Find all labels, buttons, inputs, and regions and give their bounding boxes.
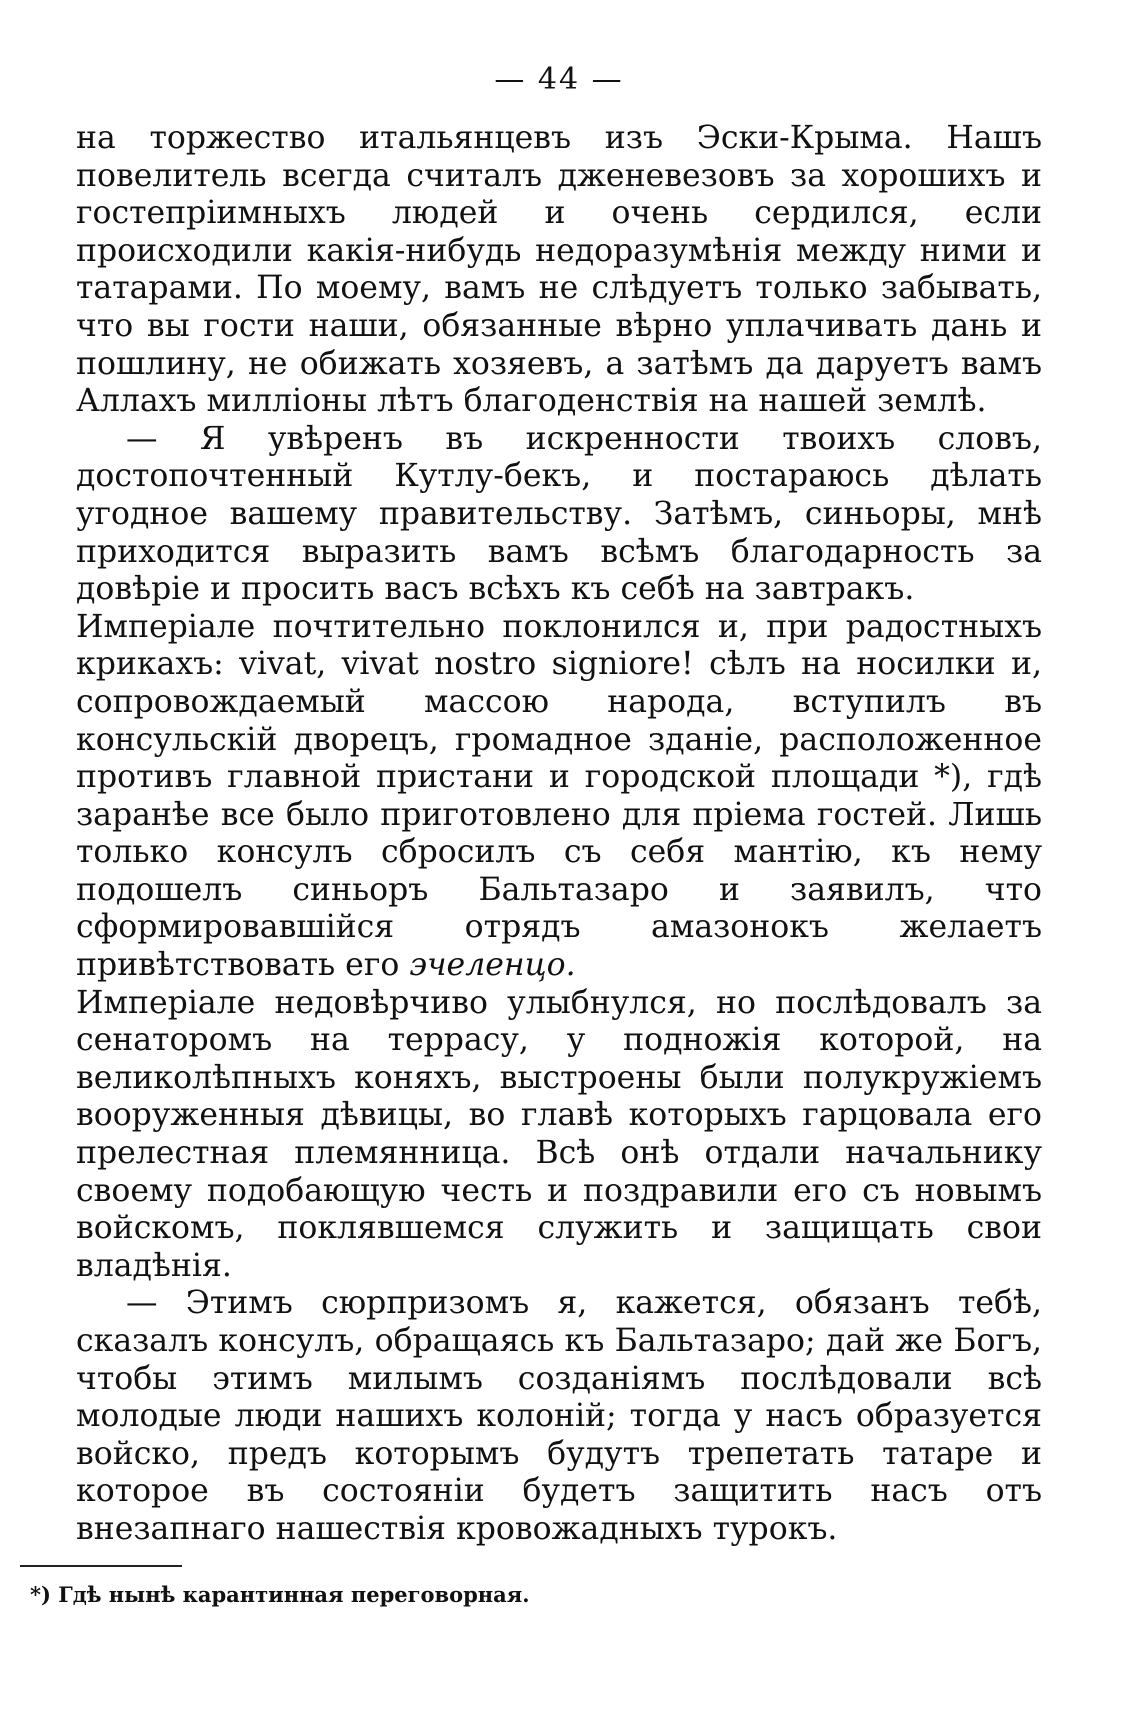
paragraph-3: [76, 609, 1042, 985]
page-number: — 44 —: [494, 62, 624, 97]
footnote: *) Гдѣ нынѣ карантинная переговорная.: [30, 1582, 530, 1607]
paragraph-2: — Я увѣренъ въ искренности твоихъ словъ, достопочтенный Кутлу-бекъ, и постараюсь дѣлать угодное вашему правительству. Затѣмъ, синьоры, мнѣ приходится выразить вамъ всѣмъ благодарность за довѣріе и просить васъ всѣхъ къ себѣ на завтракъ.: [76, 420, 1042, 608]
paragraph-4: Имперіале недовѣрчиво улыбнулся, но послѣдовалъ за сенаторомъ на террасу, у подножія которой, на великолѣпныхъ коняхъ, выстроены были полукружіемъ вооруженныя дѣвицы, во главѣ которыхъ гарцовала его прелестная племянница. Всѣ онѣ отдали начальнику своему подобающую честь и поздравили его съ новымъ войскомъ, поклявшемся служить и защищать свои владѣнія.: [76, 984, 1042, 1284]
paragraph-1: на торжество итальянцевъ изъ Эски-Крыма. Нашъ повелитель всегда считалъ дженевезовъ за хорошихъ и гостепріимныхъ людей и очень сердился, если происходили какія-нибудь недоразумѣнія между ними и татарами. По моему, вамъ не слѣдуетъ только забывать, что вы гости наши, обязанные вѣрно уплачивать дань и пошлину, не обижать хозяевъ, а затѣмъ да даруетъ вамъ Аллахъ милліоны лѣтъ благоденствія на нашей землѣ.: [76, 120, 1042, 420]
paragraph-5: — Этимъ сюрпризомъ я, кажется, обязанъ тебѣ, сказалъ консулъ, обращаясь къ Бальтазаро; дай же Богъ, чтобы этимъ милымъ созданіямъ послѣдовали всѣ молодые люди нашихъ колоній; тогда у насъ образуется войско, предъ которымъ будутъ трепетать татаре и которое въ состояніи будетъ защитить насъ отъ внезапнаго нашествія кровожадныхъ турокъ.: [76, 1285, 1042, 1547]
body-text: [76, 120, 1042, 1549]
footnote-rule: [20, 1565, 182, 1567]
book-page: [76, 60, 1042, 1549]
italic-address: эчеленцо.: [409, 947, 576, 984]
paragraph-3-text: Имперіале почтительно поклонился и, при радостныхъ крикахъ: vivat, vivat nostro signiore! сѣлъ на носилки и, сопровождаемый массою народа, вступилъ въ консульскій дворецъ, громадное зданіе, расположенное противъ главной пристани и городской площади *), гдѣ заранѣе все было приготовлено для пріема гостей. Лишь только консулъ сбросилъ съ себя мантію, къ нему подошелъ синьоръ Бальтазаро и заявилъ, что сформировавшійся отрядъ амазонокъ желаетъ привѣтствовать его: [76, 608, 1042, 984]
